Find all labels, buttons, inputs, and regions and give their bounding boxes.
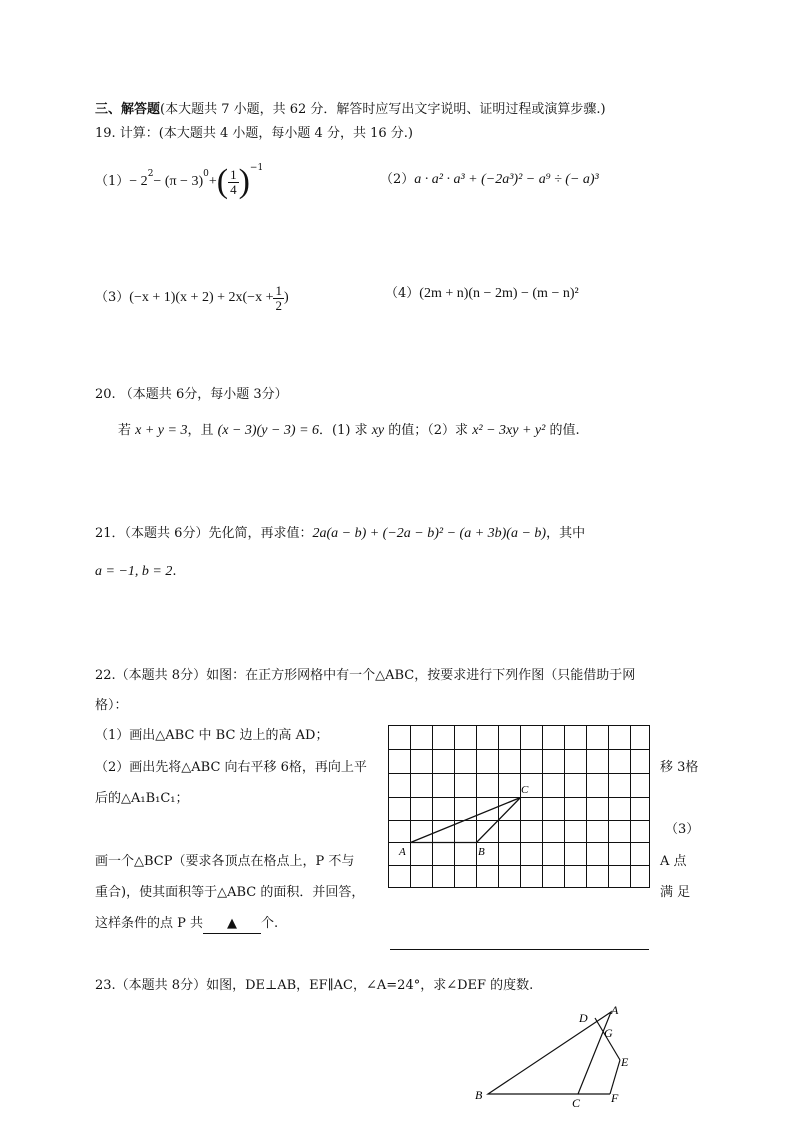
q20-a: 若: [118, 423, 136, 438]
q22-item3: 画一个△BCP（要求各顶点在格点上，P 不与: [95, 854, 355, 869]
label-a-23: A: [611, 1003, 619, 1017]
answer-blank: [203, 915, 261, 934]
left-paren: (: [216, 163, 229, 200]
q21-period: .: [172, 564, 177, 579]
q19-p1-den: 4: [230, 181, 237, 197]
q20-eq3: x² − 3xy + y²: [472, 423, 546, 438]
q21-tail: ，其中: [546, 526, 586, 541]
label-c: C: [521, 784, 529, 796]
q21-body: [95, 525, 585, 543]
q20-d: 的值；（2）求: [384, 423, 473, 438]
label-a: A: [399, 846, 406, 858]
q21-expr: 2a(a − b) + (−2a − b)² − (a + 3b)(a − b): [312, 526, 547, 541]
label-f-23: F: [611, 1091, 619, 1105]
q22-item3-right: （3）: [665, 822, 700, 837]
q19-part4: [385, 285, 579, 303]
label-b-23: B: [475, 1088, 483, 1102]
q23-header: 23.（本题共 8分）如图，DE⊥AB，EF∥AC，∠A=24°，求∠DEF 的度数.: [95, 978, 534, 993]
q22-item2-right: 移 3格: [660, 760, 699, 775]
q19-p4-expr: (2m + n)(n − 2m) − (m − n)²: [419, 286, 579, 301]
q19-p1-exp2: 2: [147, 169, 154, 179]
label-b: B: [478, 846, 485, 858]
q19-part2: [380, 171, 599, 189]
q19-p1-fraction: [228, 168, 239, 197]
q20-e: 的值.: [545, 423, 580, 438]
q19-p2-label: （2）: [380, 172, 415, 187]
q19-p1-expr-b: − (π − 3): [153, 174, 204, 189]
q19-header: 19. 计算：(本大题共 4 小题，每小题 4 分，共 16 分.): [95, 126, 413, 141]
q19-p1-label: （1）: [95, 174, 130, 189]
q22-line1: 22.（本题共 8分）如图：在正方形网格中有一个△ABC，按要求进行下列作图（只能借助于网: [95, 668, 636, 683]
q23-figure: [465, 1000, 645, 1115]
q22-item1: （1）画出△ABC 中 BC 边上的高 AD；: [95, 728, 329, 743]
q20-xy: xy: [371, 423, 385, 438]
q22-item3-last: [95, 915, 278, 934]
q21-header: 21．（本题共 6分）先化简，再求值：: [95, 526, 313, 541]
q19-p1-exp0: 0: [203, 169, 209, 179]
q19-p1-expr-a: − 2: [129, 174, 148, 189]
q20-header: 20. （本题共 6分，每小题 3分）: [95, 387, 288, 402]
segment-ef: [610, 1060, 620, 1094]
triangle-marker-icon: ▲: [227, 916, 238, 931]
q22-item3-right3: 满 足: [660, 885, 691, 900]
q19-p3-fraction: [273, 284, 284, 313]
q19-p1-num: 1: [230, 166, 237, 182]
q22-last-b: 个.: [261, 916, 279, 931]
q22-item2: （2）画出先将△ABC 向右平移 6格，再向上平: [95, 760, 367, 775]
q20-b: ，且: [187, 423, 218, 438]
q22-last-a: 这样条件的点 P 共: [95, 916, 204, 931]
q22-item3-right2: A 点: [660, 854, 687, 869]
q19-p1-expneg: −1: [249, 163, 264, 173]
q19-part1: [95, 162, 263, 202]
q20-eq1: x + y = 3: [135, 423, 188, 438]
q20-c: ．(1) 求: [319, 423, 372, 438]
section-header: [95, 101, 606, 119]
q19-p3-close: ): [283, 290, 289, 305]
triangle-abc-23: [488, 1012, 611, 1094]
q19-p1-plus: +: [208, 174, 217, 189]
q19-p3-num: 1: [275, 282, 282, 298]
q19-p2-expr: a · a² · a³ + (−2a³)² − a⁹ ÷ (− a)³: [414, 172, 599, 187]
q19-p3-den: 2: [275, 297, 282, 313]
section-title: 三、解答题: [95, 102, 161, 117]
right-paren: ): [238, 163, 250, 200]
q21-cond-line: [95, 563, 176, 581]
q19-p4-label: （4）: [385, 286, 420, 301]
label-e-23: E: [621, 1055, 629, 1069]
q22-line2: 格）：: [95, 698, 128, 713]
label-c-23: C: [572, 1096, 581, 1110]
q19-p3-expr: (−x + 1)(x + 2) + 2x(−x +: [129, 290, 274, 305]
q21-cond: a = −1, b = 2: [95, 564, 173, 579]
q22-item2-cont: 后的△A₁B₁C₁；: [95, 791, 189, 806]
q20-eq2: (x − 3)(y − 3) = 6: [217, 423, 320, 438]
q19-p3-label: （3）: [95, 290, 130, 305]
q22-item3-cont: 重合)，使其面积等于△ABC 的面积．并回答，: [95, 885, 365, 900]
label-g-23: G: [604, 1026, 613, 1040]
q22-grid-figure: [385, 720, 655, 955]
q20-body: [118, 422, 580, 440]
q19-part3: [95, 278, 289, 318]
label-d-23: D: [579, 1011, 588, 1025]
section-desc: (本大题共 7 小题，共 62 分．解答时应写出文字说明、证明过程或演算步骤.): [160, 102, 606, 117]
grid-lines: [389, 725, 650, 888]
